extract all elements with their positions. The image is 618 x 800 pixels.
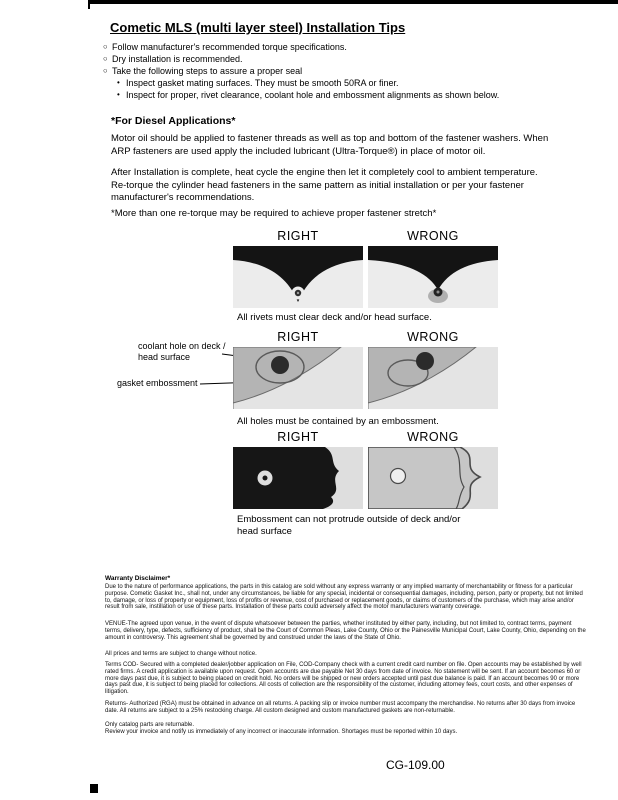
embossment-protrusion-right-diagram <box>233 447 363 509</box>
list-item <box>103 77 593 89</box>
scan-edge-bar <box>88 0 618 4</box>
invoice-review-line: Review your invoice and notify us immediately of any incorrect or inaccurate information. Shortages must be reported within 10 days. <box>105 729 458 735</box>
figure3-right-label: RIGHT <box>277 430 319 444</box>
bullet-text: Follow manufacturer's recommended torque specifications. <box>112 42 347 52</box>
embossment-protrusion-wrong-diagram <box>368 447 498 509</box>
coolant-hole-icon <box>271 356 289 374</box>
terms-paragraph: Terms COD- Secured with a completed dealer/jobber application on File, COD-Company check with a current credit card number on file. Open accounts may be established by well rated firms. A credit application is available upon request. Open accounts are due payable Net 30 days from date of invoice. No statement will be sent. If an account becomes 60 or more days past due, it is subject to being placed on credit hold. No orders will be shipped or new orders accepted until past due balance is paid. If an account becomes 90 or more days past due, it is subject to being placed for collections. All costs of collection are the responsibility of the customer, including attorney fees, court costs, and other expenses of litigation. <box>105 662 582 696</box>
list-item <box>103 53 593 65</box>
returns-paragraph: Returns- Authorized (RGA) must be obtained in advance on all returns. A packing slip or invoice number must accompany the merchandise. No returns after 30 days from invoice date. All returns are subject to a 25% restocking charge. All custom designed and custom manufactured gaskets are non-returnable. <box>105 701 576 714</box>
bullet-text: Inspect gasket mating surfaces. They must be smooth 50RA or finer. <box>126 78 399 88</box>
list-item <box>103 41 593 53</box>
scan-edge-tick <box>88 0 90 9</box>
warranty-paragraph: Due to the nature of performance applications, the parts in this catalog are sold without any express warranty or any implied warranty of merchantability or fitness for a particular purpose. Cometic Gasket Inc., shall not, under any circumstances, be liable for any special, incidental or consequential damages, including, person, party or property, but not limited to, damage, or loss of property or equipment, loss of profits or revenue, cost of purchased or replacement goods, or claims of customers of the purchase, which may arise and/or result from sale, instillation or use of these parts. Installation of these parts could adversely affect the motor manufacturers warranty coverage. <box>105 584 583 611</box>
catalog-parts-line: Only catalog parts are returnable. <box>105 722 195 728</box>
coolant-hole-callout: coolant hole on deck / head surface <box>138 341 226 362</box>
filled-bullet-icon: • <box>117 90 120 99</box>
figure2-right-label: RIGHT <box>277 330 319 344</box>
open-bullet-icon: ○ <box>103 66 108 75</box>
figure3-wrong-label: WRONG <box>407 430 459 444</box>
open-bullet-icon: ○ <box>103 54 108 63</box>
list-item <box>103 65 593 77</box>
filled-bullet-icon: • <box>117 78 120 87</box>
page-code: CG-109.00 <box>386 758 445 772</box>
list-item <box>103 89 593 101</box>
coolant-hole-icon <box>416 352 434 370</box>
warranty-disclaimer-heading: Warranty Disclaimer* <box>105 575 171 582</box>
figure1-caption: All rivets must clear deck and/or head surface. <box>237 312 432 323</box>
gasket-silhouette <box>233 447 339 509</box>
figure1-right-label: RIGHT <box>277 229 319 243</box>
bullet-text: Inspect for proper, rivet clearance, coolant hole and embossment alignments as shown below. <box>126 90 500 100</box>
rivet-clearance-wrong-diagram <box>368 246 498 308</box>
diesel-applications-heading: *For Diesel Applications* <box>111 115 236 127</box>
figure2-caption: All holes must be contained by an embossment. <box>237 416 439 427</box>
embossment-containment-right-diagram <box>233 347 363 409</box>
rivet-clearance-right-diagram <box>233 246 363 308</box>
page-title: Cometic MLS (multi layer steel) Installation Tips <box>110 20 406 35</box>
prices-paragraph: All prices and terms are subject to change without notice. <box>105 651 257 657</box>
gasket-outline <box>368 447 480 509</box>
bullet-text: Take the following steps to assure a proper seal <box>112 66 303 76</box>
open-bullet-icon: ○ <box>103 42 108 51</box>
tips-bullet-list <box>103 41 593 101</box>
venue-paragraph: VENUE-The agreed upon venue, in the event of dispute whatsoever between the parties, whether instituted by either party, including, but not limited to, contract terms, payment terms, delivery, type, defects, sufficiency of product, shall be the Court of Common Pleas, Lake County, Ohio or the Painesville Municipal Court, Lake County, Ohio, depending on the amount in controversy. This agreement shall be governed by and construed under the laws of the State of Ohio. <box>105 621 586 641</box>
figure2-wrong-label: WRONG <box>407 330 459 344</box>
scan-corner-mark <box>90 784 98 793</box>
retorque-note: *More than one re-torque may be required to achieve proper fastener stretch* <box>111 208 437 219</box>
figure1-wrong-label: WRONG <box>407 229 459 243</box>
figure3-caption: Embossment can not protrude outside of deck and/or head surface <box>237 514 461 537</box>
embossment-containment-wrong-diagram <box>368 347 498 409</box>
diesel-paragraph-2: After Installation is complete, heat cycle the engine then let it completely cool to ambient temperature. Re-torque the cylinder head fasteners in the same pattern as initial installation or per your fastener manufacturer's recommendations. <box>111 167 538 203</box>
bolt-hole-icon <box>391 469 406 484</box>
diesel-paragraph-1: Motor oil should be applied to fastener threads as well as top and bottom of the fastener washers. When ARP fasteners are used apply the included lubricant (Ultra-Torque®) in place of motor oil. <box>111 133 549 157</box>
gasket-embossment-callout: gasket embossment <box>117 378 198 388</box>
bullet-text: Dry installation is recommended. <box>112 54 243 64</box>
